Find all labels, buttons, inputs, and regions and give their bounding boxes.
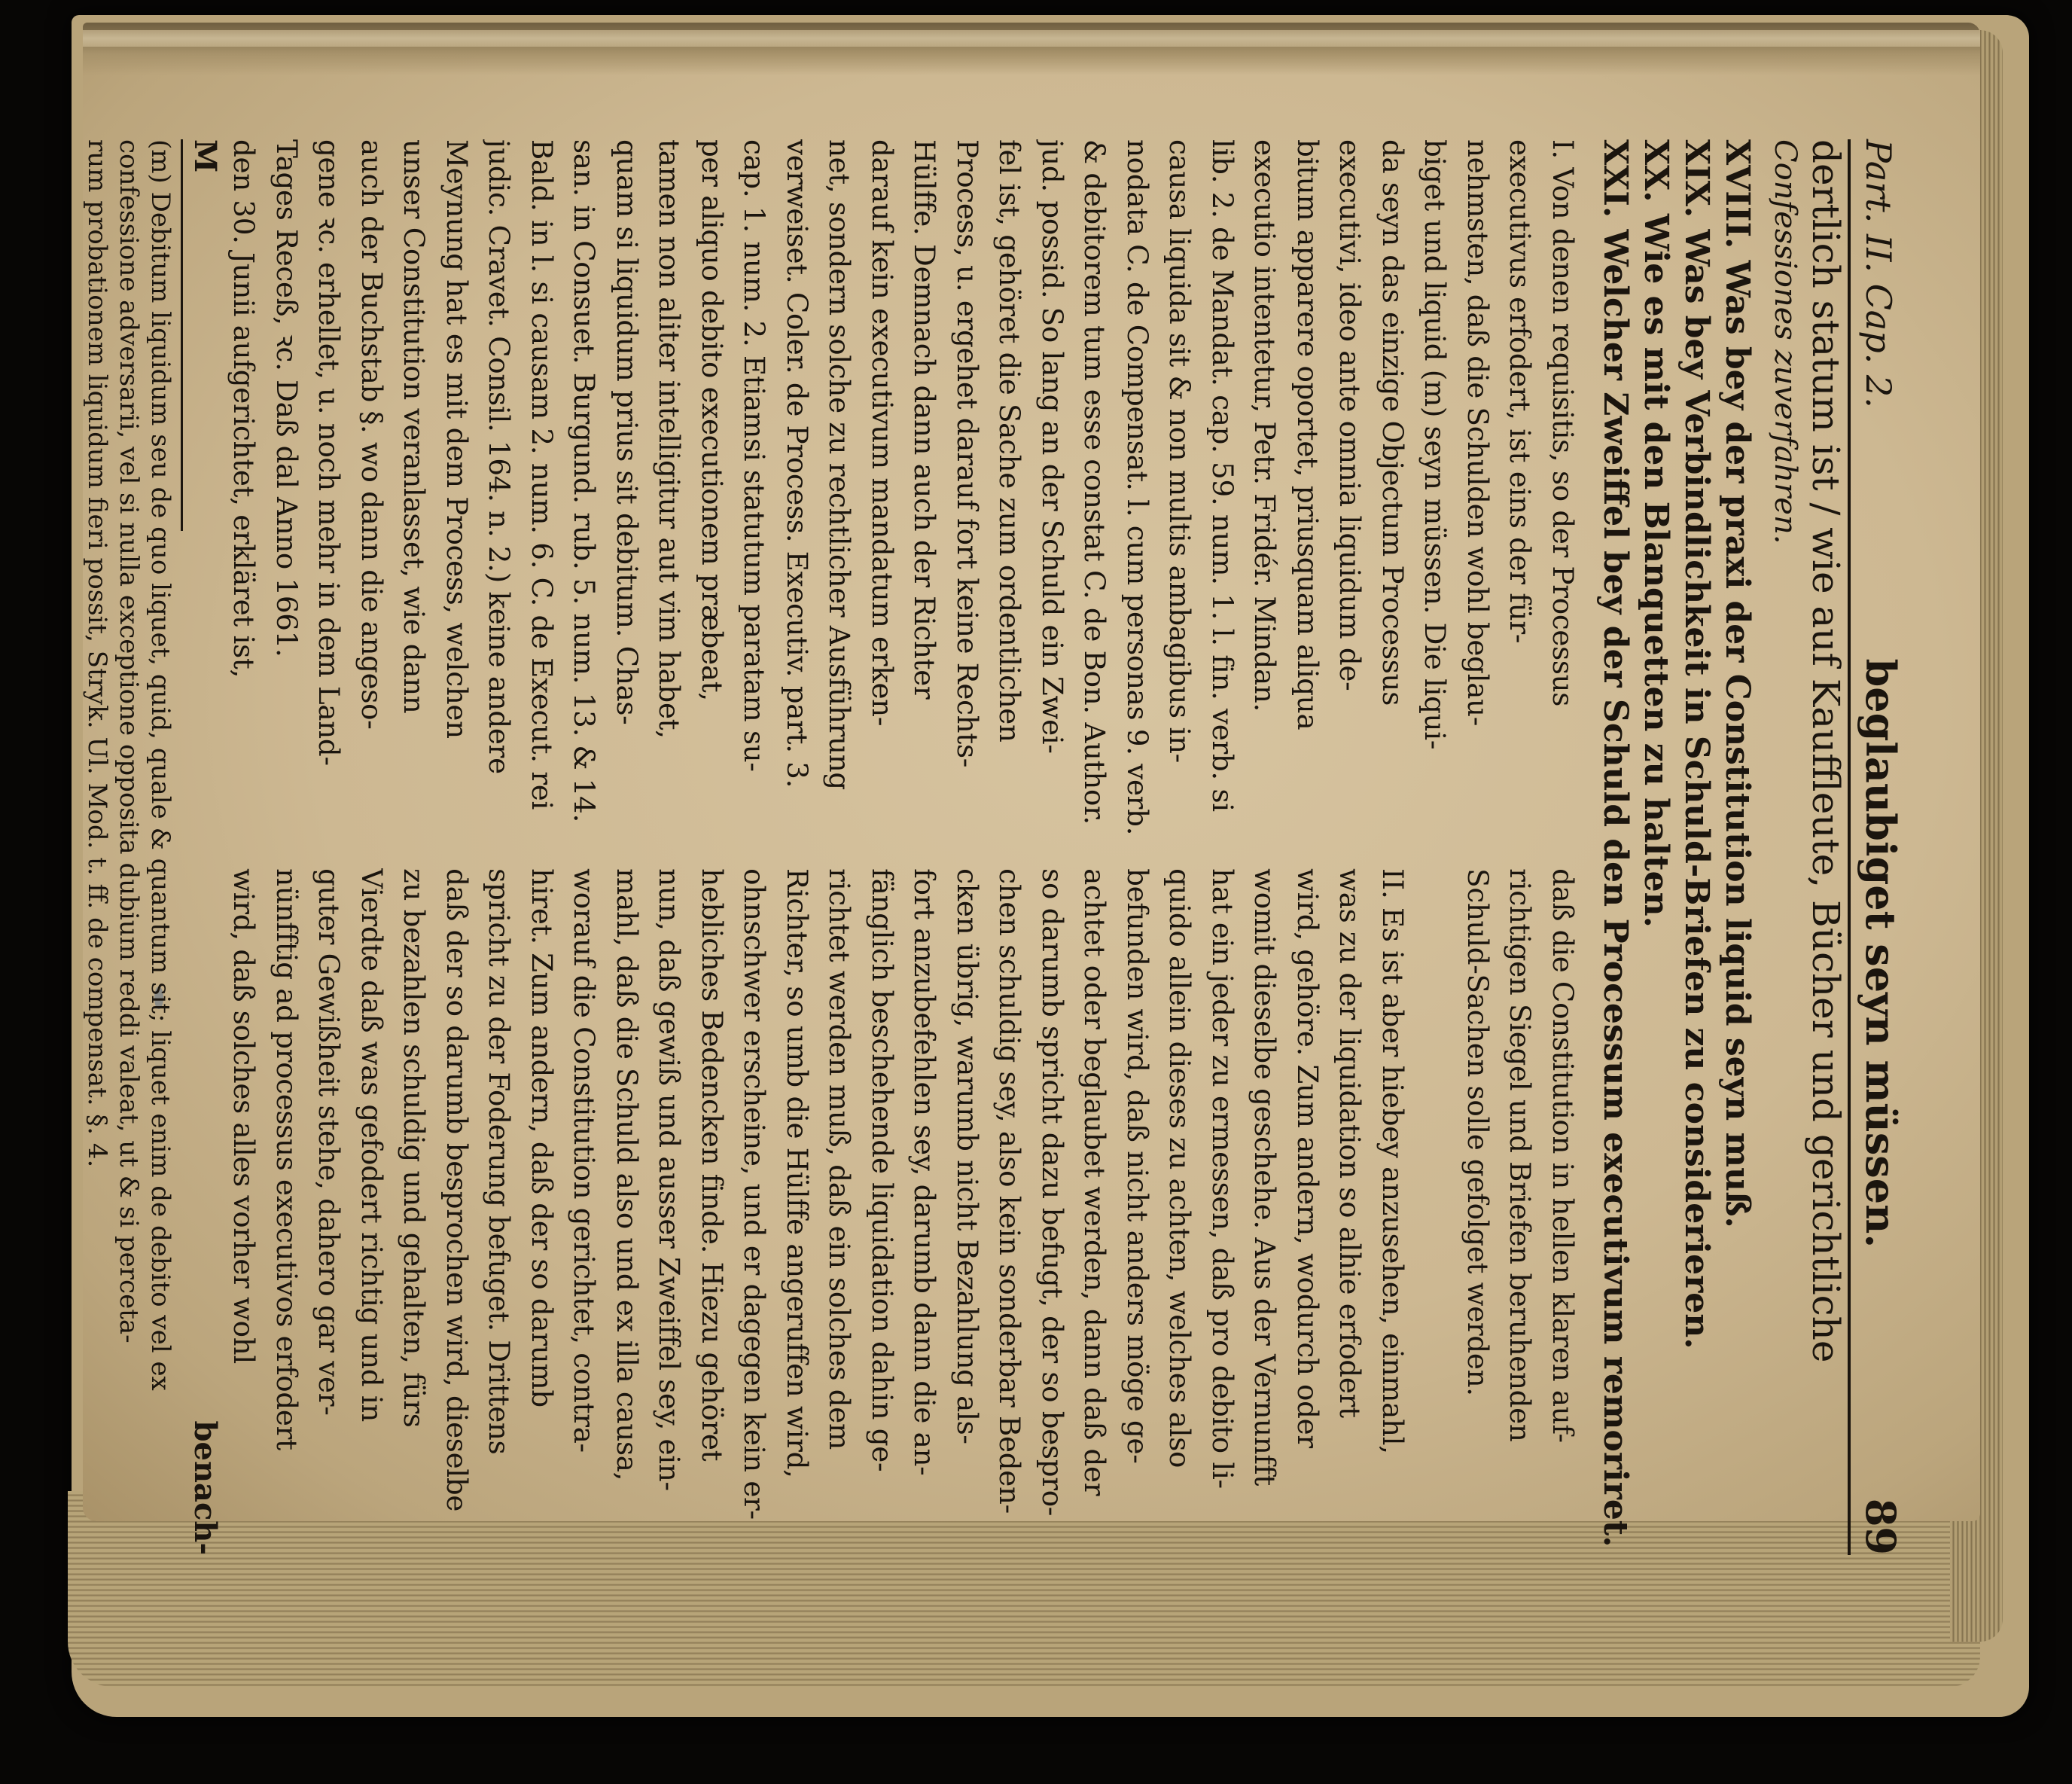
text-line: so darumb spricht dazu befugt, der so bespro- (1036, 868, 1069, 1517)
text-line: zu bezahlen schuldig und gehalten, fürs (398, 868, 431, 1428)
text-line: cken übrig, warumb nicht Bezahlung als- (951, 868, 984, 1444)
summary-list (1595, 139, 1757, 1555)
text-line: Vierdte daß was gefodert richtig und in (355, 868, 388, 1423)
text-line: chen schuldig sey, also kein sonderbar Beden- (993, 868, 1027, 1514)
text-line: executivi, ideo ante omnia liquidum de- (1333, 139, 1367, 691)
summary-item: XX. Wie es mit den Blanquetten zu halten. (1637, 139, 1675, 928)
text-line: Process, u. ergehet darauf fort keine Rechts- (951, 139, 984, 767)
footnote-line: confessione adversarii, vel si nulla exceptione opposita dubium reddi valeat, ut & si perceta- (114, 139, 144, 1343)
text-line: hat ein jeder zu ermessen, daß pro debito li- (1206, 868, 1239, 1489)
text-line: nun, daß gewiß und ausser Zweiffel sey, ein- (653, 868, 687, 1491)
text-line: richtet werden muß, daß ein solches dem (823, 868, 857, 1450)
summary-item: XIX. Was bey Verbindlichkeit in Schuld-Briefen zu considerieren. (1677, 139, 1716, 1349)
text-line: quam si liquidum prius sit debitum. Chas- (611, 139, 644, 725)
text-line: guter Gewißheit stehe, dahero gar ver- (312, 868, 346, 1416)
text-line: Richter, so umb die Hülffe angeruffen wird, (781, 868, 814, 1478)
text-line: jud. possid. So lang an der Schuld ein Zwei- (1036, 139, 1069, 754)
text-line: da seyn das einzige Objectum Processus (1376, 139, 1409, 706)
text-line: daß der so darumb besprochen wird, dieselbe (440, 868, 474, 1512)
text-line: judic. Cravet. Consil. 164. n. 2.) keine andere (483, 139, 516, 774)
text-line: Meynung hat es mit dem Process, welchen (440, 139, 474, 739)
text-line: womit dieselbe geschehe. Aus der Vernunfft (1248, 868, 1282, 1486)
text-line: ohnschwer erscheine, und er dagegen kein er- (738, 868, 772, 1520)
text-line: executivus erfodert, ist eins der für- (1504, 139, 1537, 644)
footnote-line: (m) Debitum liquidum seu de quo liquet, quid, quale & quantum sit; liquet enim de debito vel ex (145, 139, 175, 1391)
text-line: hiret. Zum andern, daß der so darumb (526, 868, 559, 1407)
text-line: spricht zu der Foderung befuget. Drittens (483, 868, 516, 1455)
text-line: darauf kein executivum mandatum erken- (866, 139, 899, 727)
text-line: wird, daß solches alles vorher wohl (227, 868, 261, 1364)
text-line: hebliches Bedencken finde. Hiezu gehöret (696, 868, 729, 1462)
summary-item: XVIII. Was bey der praxi der Constitution liquid seyn muß. (1718, 139, 1757, 1228)
text-line: Hülffe. Demnach dann auch der Richter (908, 139, 942, 700)
text-line: achtet oder beglaubet werden, dann daß der (1078, 868, 1112, 1496)
footnote-rule (181, 139, 183, 531)
heading-line-2: dertlich statum ist / wie auf Kauffleute, Bücher und gerichtliche (1804, 139, 1848, 1363)
text-line: Bald. in l. si causam 2. num. 6. C. de Execut. rei (526, 139, 559, 810)
rotated-text-block (82, 139, 1905, 1555)
text-line: quido allein dieses zu achten, welches also (1163, 868, 1197, 1468)
text-line: cap. 1. num. 2. Etiamsi statutum paratam su- (738, 139, 772, 772)
two-column-body (223, 139, 1584, 1555)
header-part-chapter: Part. II. Cap. 2. (1858, 139, 1899, 408)
text-line (1414, 868, 1457, 1555)
text-line: befunden wird, daß nicht anders möge ge- (1121, 868, 1154, 1464)
text-line: was zu der liquidation so alhie erfodert (1333, 868, 1367, 1418)
page-number: 89 (1857, 1498, 1905, 1555)
heading-line-3: Confessiones zuverfahren. (1768, 139, 1802, 544)
text-line: Tages Receß, ꝛc. Daß dal Anno 1661. (270, 139, 303, 657)
text-line: executio intentetur, Petr. Fridér. Mindan. (1248, 139, 1282, 712)
text-line: Schuld-Sachen solle gefolget werden. (1461, 868, 1495, 1396)
text-line: nehmsten, daß die Schulden wohl beglau- (1461, 139, 1495, 727)
right-column (223, 868, 1584, 1555)
page-foot-marks (187, 139, 223, 1555)
text-line: fel ist, gehöret die Sache zum ordentlichen (993, 139, 1027, 743)
gutter-highlight (83, 30, 1980, 47)
text-line: biget und liquid (m) seyn müssen. Die liqui- (1418, 139, 1452, 750)
text-line: nodata C. de Compensat. l. cum personas 9. verb. (1121, 139, 1154, 836)
signature-mark: M (187, 139, 223, 173)
text-line: auch der Buchstab §. wo dann die angeso- (355, 139, 388, 730)
text-line: fänglich beschehende liquidation dahin ge- (866, 868, 899, 1472)
footnote-line: rum probationem liquidum fieri possit, Stryk. Ul. Mod. t. ff. de compensat. §. 4. (82, 139, 112, 1168)
summary-item: XXI. Welcher Zweiffel bey der Schuld den Processum executivum remoriret. (1596, 139, 1635, 1548)
catchword: benach- (187, 1420, 223, 1555)
text-line: nünfftig ad processus executivos erfodert (270, 868, 303, 1450)
text-line: net, sondern solche zu rechtlicher Ausführung (823, 139, 857, 790)
text-line: worauf die Constitution gerichtet, contra- (568, 868, 602, 1453)
text-line: den 30. Junii aufgerichtet, erkläret ist, (227, 139, 261, 679)
running-header (1848, 139, 1905, 1555)
text-line: unser Constitution veranlasset, wie dann (398, 139, 431, 714)
text-line: II. Es ist aber hiebey anzusehen, einmahl, (1376, 868, 1409, 1454)
footnote (81, 139, 176, 1555)
text-line: daß die Constitution in hellen klaren auf- (1546, 868, 1580, 1443)
text-line: lib. 2. de Mandat. cap. 59. num. 1. l. fin. verb. si (1206, 139, 1239, 812)
text-line: tamen non aliter intelligitur aut vim habet, (653, 139, 687, 739)
left-column (223, 139, 1584, 835)
text-line: I. Von denen requisitis, so der Processus (1546, 139, 1580, 707)
text-line: bitum apparere oportet, priusquam aliqua (1291, 139, 1324, 730)
text-line: verweiset. Coler. de Process. Executiv. part. 3. (781, 139, 814, 788)
text-line: wird, gehöre. Zum andern, wodurch oder (1291, 868, 1324, 1448)
text-line: gene ꝛc. erhellet, u. noch mehr in dem Land- (312, 139, 346, 766)
header-title: beglaubiget seyn müssen. (1857, 658, 1905, 1249)
text-line: per aliquo debito executionem præbeat, (696, 139, 729, 701)
text-line: mahl, daß die Schuld also und ex illa causa, (611, 868, 644, 1481)
text-line: richtigen Siegel und Briefen beruhenden (1504, 868, 1537, 1442)
text-line: fort anzubefehlen sey, darumb dann die an- (908, 868, 942, 1476)
chapter-heading (1766, 139, 1848, 1555)
text-line: & debitorem tum esse constat C. de Bon. Author. (1078, 139, 1112, 825)
text-line: san. in Consuet. Burgund. rub. 5. num. 13. & 14. (568, 139, 602, 823)
text-line: causa liquida sit & non multis ambagibus in- (1163, 139, 1197, 763)
